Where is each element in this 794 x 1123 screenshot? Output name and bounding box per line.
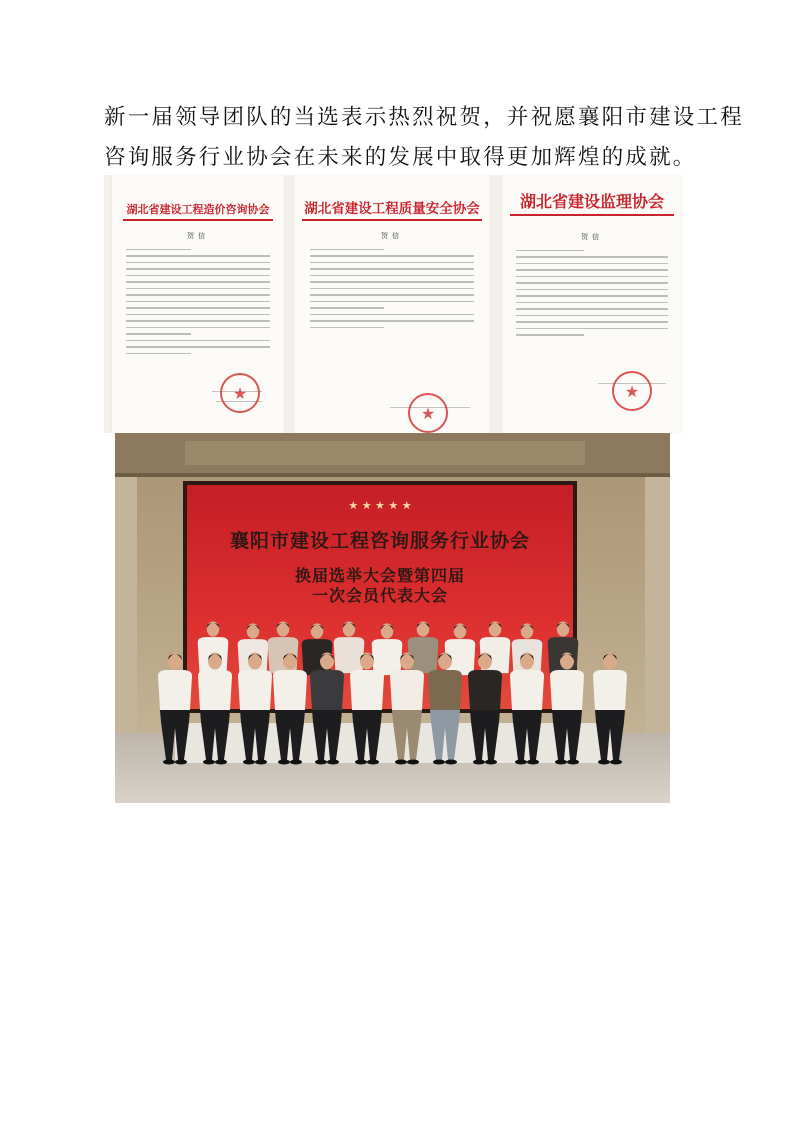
letter-1-body bbox=[112, 249, 284, 354]
letter-1-org: 湖北省建设工程造价咨询协会 bbox=[126, 203, 270, 216]
letter-3-subtitle: 贺信 bbox=[581, 233, 603, 241]
letter-1-seal-icon: ★ bbox=[220, 373, 260, 413]
body-paragraph bbox=[104, 98, 744, 178]
letter-1-rule bbox=[123, 219, 273, 221]
banner-subtitle-1: 换届选举大会暨第四届 bbox=[294, 566, 466, 585]
paragraph-line-1: 新一届领导团队的当选表示热烈祝贺，并祝愿襄阳市建设工程 bbox=[104, 105, 744, 130]
letter-2-org: 湖北省建设工程质量安全协会 bbox=[304, 201, 480, 217]
letter-2-seal-icon: ★ bbox=[408, 393, 448, 433]
banner-stars: ★ ★ ★ ★ ★ bbox=[348, 499, 412, 512]
group-photo bbox=[115, 433, 670, 803]
letter-2-rule bbox=[302, 219, 482, 221]
group-photo-scene bbox=[115, 433, 670, 803]
letter-3-org: 湖北省建设监理协会 bbox=[519, 192, 664, 211]
banner-title: 襄阳市建设工程咨询服务行业协会 bbox=[229, 530, 531, 552]
letter-supervision-association bbox=[502, 175, 682, 433]
letter-quality-safety-association bbox=[294, 175, 490, 433]
letter-2-body bbox=[294, 249, 490, 328]
congratulation-letters-image bbox=[104, 175, 682, 433]
paragraph-line-2: 咨询服务行业协会在未来的发展中取得更加辉煌的成就。 bbox=[104, 145, 697, 170]
letter-1-subtitle: 贺信 bbox=[187, 232, 209, 240]
letter-2-subtitle: 贺信 bbox=[381, 232, 403, 240]
banner-subtitle-2: 一次会员代表大会 bbox=[311, 586, 449, 605]
letter-cost-consulting-association bbox=[112, 175, 284, 433]
letter-3-rule bbox=[510, 214, 674, 216]
letter-3-seal-icon: ★ bbox=[612, 371, 652, 411]
letter-3-body bbox=[502, 250, 682, 336]
